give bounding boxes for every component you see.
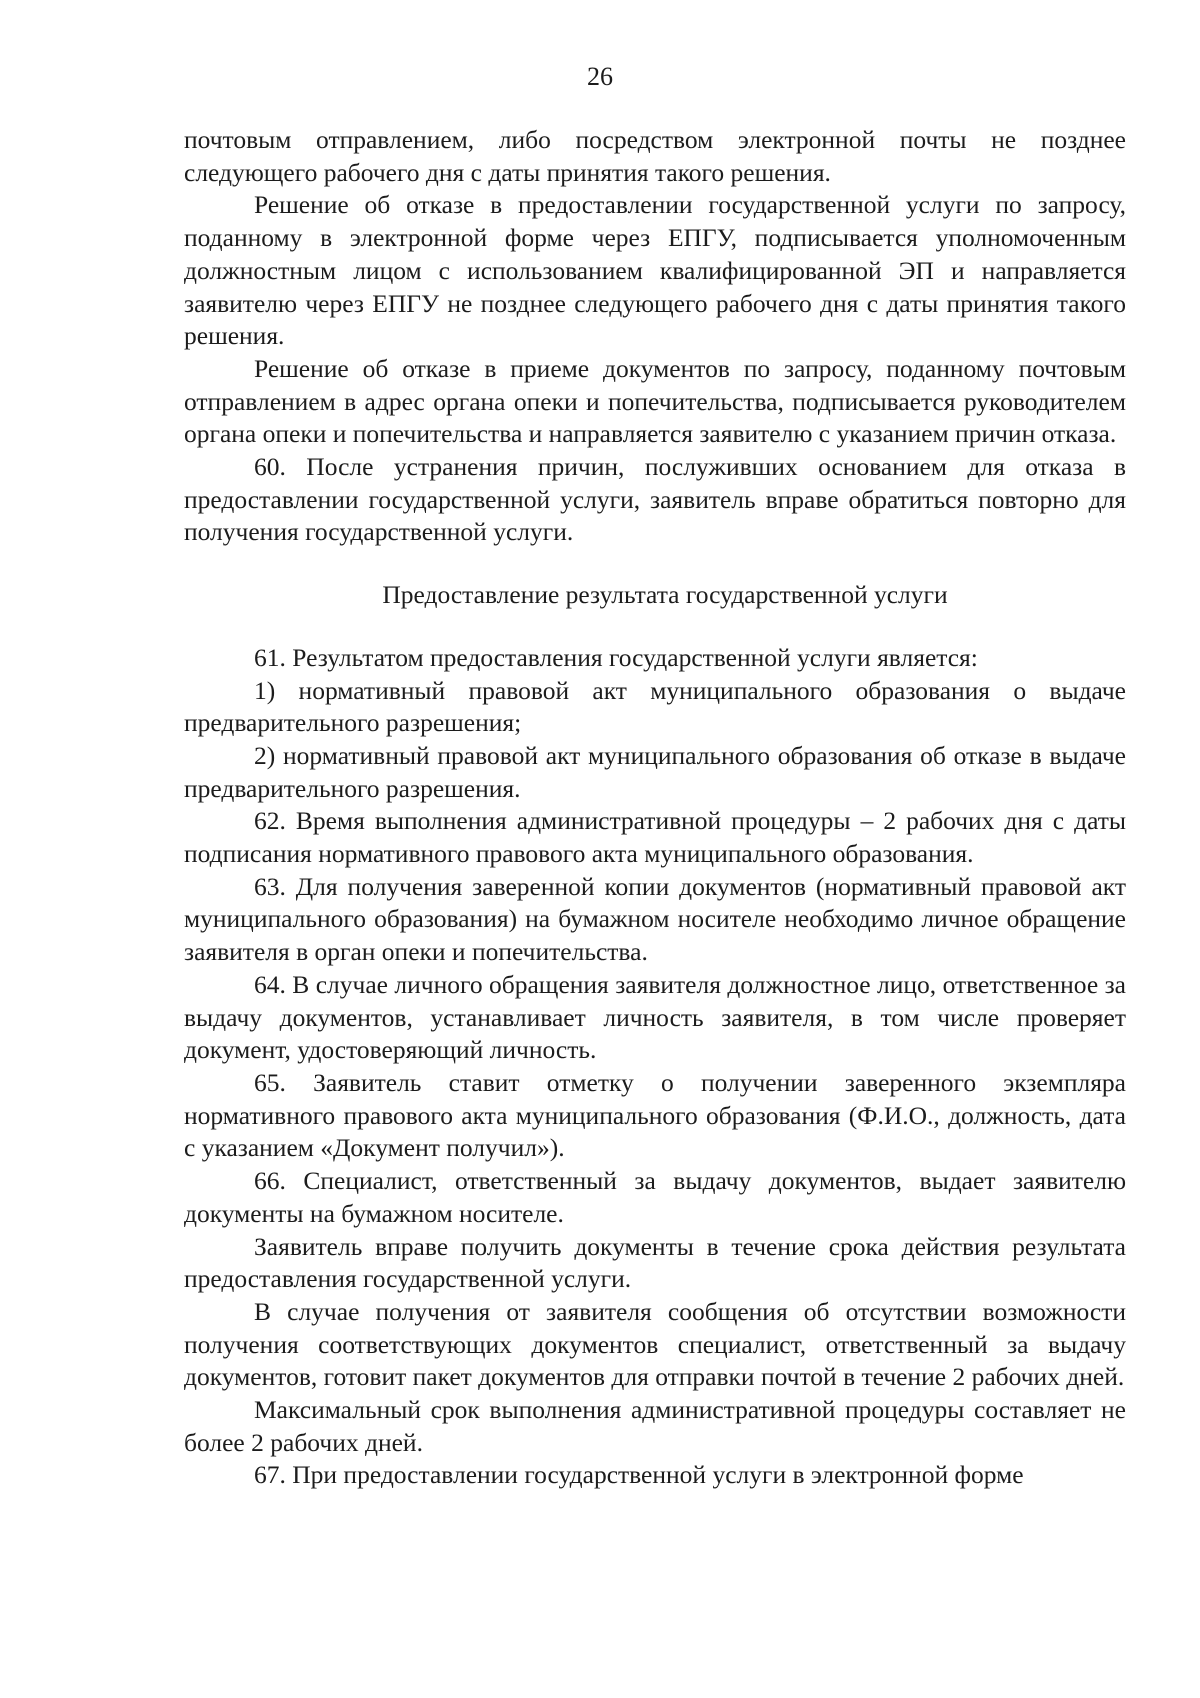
paragraph-postal-refusal: Решение об отказе в приеме документов по запросу, поданному почтовым отправлением в адрес органа опеки и попечительства, подписывается руководителем органа опеки и попечительства и направляется заявителю с указанием причин отказа. <box>184 353 1126 449</box>
paragraph-64: 64. В случае личного обращения заявителя должностное лицо, ответственное за выдачу документов, устанавливает личность заявителя, в том числе проверяет документ, удостоверяющий личность. <box>184 969 1126 1065</box>
paragraph-66-postal: В случае получения от заявителя сообщения об отсутствии возможности получения соответствующих документов специалист, ответственный за выдачу документов, готовит пакет документов для отправки почтой в течение 2 рабочих дней. <box>184 1296 1126 1392</box>
paragraph-66: 66. Специалист, ответственный за выдачу документов, выдает заявителю документы на бумажном носителе. <box>184 1166 1126 1228</box>
paragraph-67: 67. При предоставлении государственной услуги в электронной форме <box>254 1460 1024 1490</box>
paragraph-electronic-refusal: Решение об отказе в предоставлении государственной услуги по запросу, поданному в электронной форме через ЕПГУ, подписывается уполномоченным должностным лицом с использованием квалифицированной ЭП и направляется заявителю через ЕПГУ не позднее следующего рабочего дня с даты принятия такого решения. <box>184 190 1126 351</box>
paragraph-63: 63. Для получения заверенной копии документов (нормативный правовой акт муниципального образования) на бумажном носителе необходимо личное обращение заявителя в орган опеки и попечительства. <box>184 871 1126 967</box>
paragraph-61-item-1: 1) нормативный правовой акт муниципального образования о выдаче предварительного разрешения; <box>184 675 1126 738</box>
page-number: 26 <box>587 62 613 91</box>
paragraph-continuation: почтовым отправлением, либо посредством электронной почты не позднее следующего рабочего дня с даты принятия такого решения. <box>184 125 1126 187</box>
paragraph-60: 60. После устранения причин, послуживших основанием для отказа в предоставлении государственной услуги, заявитель вправе обратиться повторно для получения государственной услуги. <box>184 452 1126 547</box>
paragraph-66-deadline: Максимальный срок выполнения административной процедуры составляет не более 2 рабочих дней. <box>184 1395 1126 1457</box>
paragraph-65: 65. Заявитель ставит отметку о получении заверенного экземпляра нормативного правового акта муниципального образования (Ф.И.О., должность, дата с указанием «Документ получил»). <box>184 1067 1126 1163</box>
paragraph-66-right: Заявитель вправе получить документы в течение срока действия результата предоставления государственной услуги. <box>184 1231 1126 1294</box>
paragraph-61-item-2: 2) нормативный правовой акт муниципального образования об отказе в выдаче предварительного разрешения. <box>184 740 1126 803</box>
document-body <box>184 124 1126 1492</box>
paragraph-62: 62. Время выполнения административной процедуры – 2 рабочих дня с даты подписания нормативного правового акта муниципального образования. <box>184 806 1126 869</box>
section-heading: Предоставление результата государственной услуги <box>382 580 948 610</box>
paragraph-61: 61. Результатом предоставления государственной услуги является: <box>254 642 978 672</box>
